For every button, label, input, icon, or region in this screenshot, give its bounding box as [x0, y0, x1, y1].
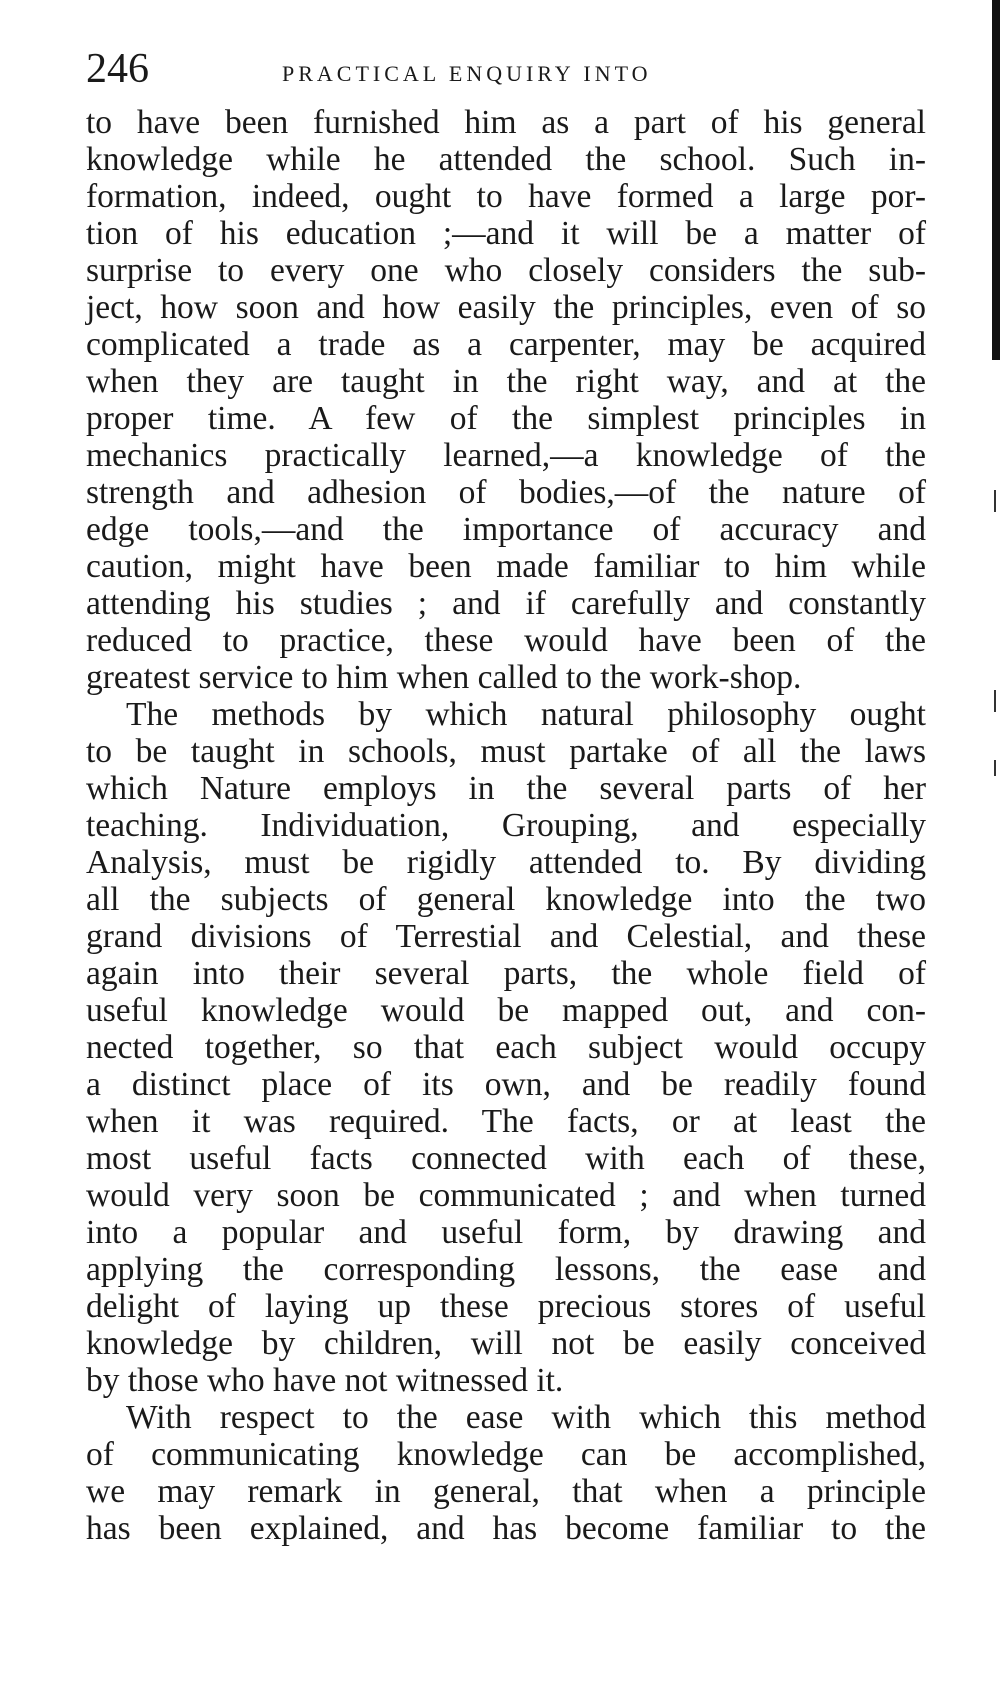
page-header	[86, 44, 926, 94]
text-line: Analysis, must be rigidly attended to. By dividing	[86, 844, 926, 881]
page-edge-rule	[992, 0, 1000, 360]
text-line: complicated a trade as a carpenter, may be acquired	[86, 326, 926, 363]
text-line: to be taught in schools, must partake of all the laws	[86, 733, 926, 770]
text-line: when they are taught in the right way, and at the	[86, 363, 926, 400]
text-line: knowledge by children, will not be easily conceived	[86, 1325, 926, 1362]
text-line: all the subjects of general knowledge into the two	[86, 881, 926, 918]
text-line: delight of laying up these precious stores of useful	[86, 1288, 926, 1325]
text-line: attending his studies ; and if carefully and constantly	[86, 585, 926, 622]
paragraph-start-line: The methods by which natural philosophy ought	[126, 696, 926, 733]
text-line: into a popular and useful form, by drawing and	[86, 1214, 926, 1251]
text-line: which Nature employs in the several parts of her	[86, 770, 926, 807]
paragraph-end-line: by those who have not witnessed it.	[86, 1362, 564, 1399]
text-line: useful knowledge would be mapped out, and con-	[86, 992, 926, 1029]
text-line: caution, might have been made familiar to him while	[86, 548, 926, 585]
text-line: to have been furnished him as a part of his general	[86, 104, 926, 141]
text-line: grand divisions of Terrestial and Celestial, and these	[86, 918, 926, 955]
text-line: mechanics practically learned,—a knowledge of the	[86, 437, 926, 474]
text-line: would very soon be communicated ; and when turned	[86, 1177, 926, 1214]
text-line: when it was required. The facts, or at least the	[86, 1103, 926, 1140]
body-text	[86, 104, 926, 1547]
margin-mark	[994, 760, 996, 776]
text-line: a distinct place of its own, and be readily found	[86, 1066, 926, 1103]
text-line: again into their several parts, the whole field of	[86, 955, 926, 992]
text-line: tion of his education ;—and it will be a matter of	[86, 215, 926, 252]
text-line: ject, how soon and how easily the principles, even of so	[86, 289, 926, 326]
text-line: formation, indeed, ought to have formed a large por-	[86, 178, 926, 215]
text-line: applying the corresponding lessons, the ease and	[86, 1251, 926, 1288]
margin-mark	[994, 490, 996, 512]
running-title: PRACTICAL ENQUIRY INTO	[282, 61, 652, 86]
text-line: edge tools,—and the importance of accuracy and	[86, 511, 926, 548]
text-line: knowledge while he attended the school. Such in-	[86, 141, 926, 178]
text-line: has been explained, and has become familiar to the	[86, 1510, 926, 1547]
text-line: strength and adhesion of bodies,—of the nature of	[86, 474, 926, 511]
paragraph-end-line: greatest service to him when called to the work-shop.	[86, 659, 802, 696]
text-line: proper time. A few of the simplest principles in	[86, 400, 926, 437]
text-line: we may remark in general, that when a principle	[86, 1473, 926, 1510]
text-line: reduced to practice, these would have been of the	[86, 622, 926, 659]
margin-mark	[994, 690, 996, 712]
text-line: nected together, so that each subject would occupy	[86, 1029, 926, 1066]
text-line: teaching. Individuation, Grouping, and especially	[86, 807, 926, 844]
text-line: surprise to every one who closely considers the sub-	[86, 252, 926, 289]
text-line: of communicating knowledge can be accomplished,	[86, 1436, 926, 1473]
page-number: 246	[86, 46, 149, 92]
paragraph-start-line: With respect to the ease with which this method	[126, 1399, 926, 1436]
text-line: most useful facts connected with each of these,	[86, 1140, 926, 1177]
